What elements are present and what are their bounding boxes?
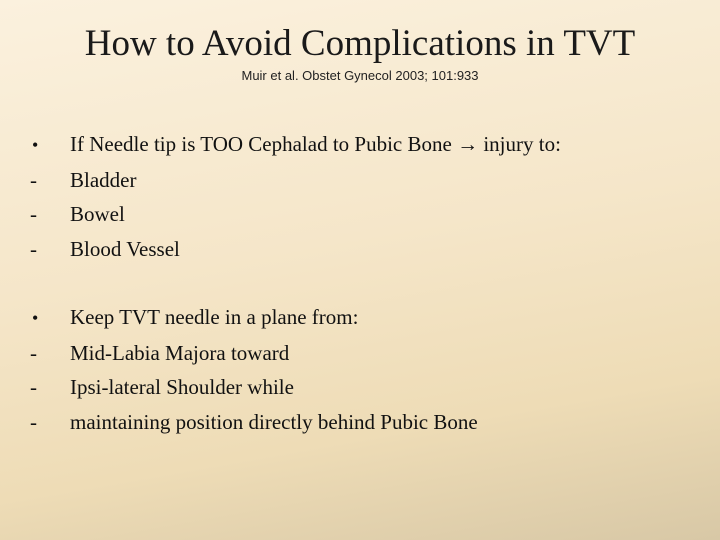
bullet-item xyxy=(30,300,700,336)
bullet-marker: • xyxy=(32,135,39,155)
dash-marker: - xyxy=(30,167,37,192)
dash-marker: - xyxy=(30,340,37,365)
bullet-marker: • xyxy=(32,308,39,328)
dash-marker: - xyxy=(30,236,37,261)
bullet-text: If Needle tip is TOO Cephalad to Pubic Bone → injury to: xyxy=(70,132,561,156)
dash-marker: - xyxy=(30,375,37,399)
dash-marker: - xyxy=(30,202,37,226)
bullet-text: Keep TVT needle in a plane from: xyxy=(70,305,359,329)
bullet-group-technique xyxy=(30,300,700,439)
sub-item-text: Bowel xyxy=(70,202,125,226)
citation: Muir et al. Obstet Gynecol 2003; 101:933 xyxy=(241,68,479,83)
sub-item xyxy=(30,163,700,198)
sub-item-text: maintaining position directly behind Pubic Bone xyxy=(70,409,478,434)
sub-item xyxy=(30,336,700,371)
sub-item xyxy=(30,405,700,440)
sub-item-text: Mid-Labia Majora toward xyxy=(70,340,290,365)
dash-marker: - xyxy=(30,409,37,434)
sub-item xyxy=(30,232,700,267)
sub-item-text: Bladder xyxy=(70,167,137,192)
bullet-group-complications xyxy=(30,127,700,266)
sub-item-text: Blood Vessel xyxy=(70,236,180,261)
sub-item xyxy=(30,370,700,405)
bullet-item xyxy=(30,127,700,163)
sub-item xyxy=(30,197,700,232)
sub-item-text: Ipsi-lateral Shoulder while xyxy=(70,375,294,399)
slide-title: How to Avoid Complications in TVT xyxy=(84,23,636,64)
